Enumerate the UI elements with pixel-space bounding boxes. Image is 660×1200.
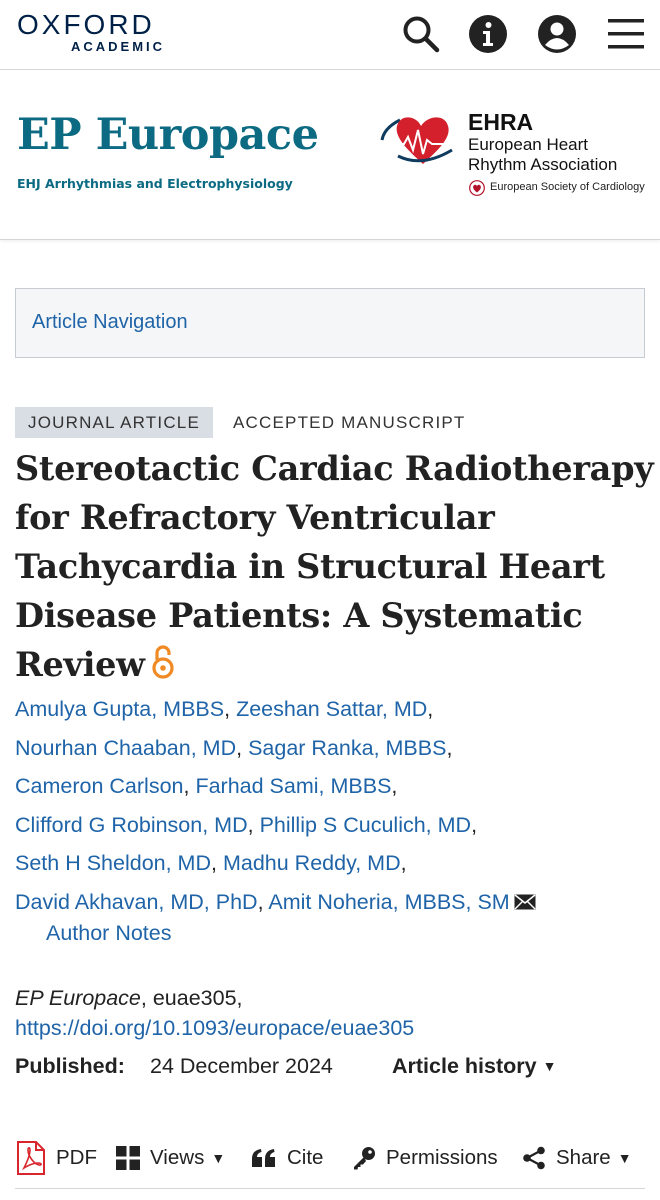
search-icon[interactable] <box>401 14 441 54</box>
ehra-acronym: EHRA <box>468 109 534 135</box>
share-menu-button[interactable] <box>522 1138 632 1178</box>
oxford-wordmark: OXFORD <box>17 9 155 40</box>
author-link[interactable]: Madhu Reddy, MD <box>222 851 401 876</box>
oxford-academic-logo[interactable] <box>17 10 167 54</box>
toolbar-divider <box>15 1188 645 1189</box>
permissions-label: Permissions <box>386 1146 498 1169</box>
author-link[interactable]: Cameron Carlson <box>15 774 184 799</box>
doi-link[interactable]: https://doi.org/10.1093/europace/euae305 <box>15 1016 415 1040</box>
share-icon <box>522 1146 546 1170</box>
author-line <box>15 806 655 845</box>
author-link[interactable]: Phillip S Cuculich, MD <box>259 812 472 837</box>
citation-id: , euae305, <box>140 986 243 1010</box>
author-link[interactable]: David Akhavan, MD, PhD <box>15 889 258 914</box>
pdf-label: PDF <box>56 1146 97 1169</box>
author-separator: , <box>236 735 243 760</box>
site-header <box>0 0 660 70</box>
share-label: Share <box>556 1146 611 1169</box>
journal-subtitle: EHJ Arrhythmias and Electrophysiology <box>17 176 293 191</box>
author-separator: , <box>247 812 254 837</box>
article-type-badge: JOURNAL ARTICLE <box>15 407 213 438</box>
key-icon <box>352 1146 376 1170</box>
mail-icon[interactable] <box>514 894 536 910</box>
author-link[interactable]: Clifford G Robinson, MD <box>15 812 248 837</box>
author-separator: , <box>211 851 217 876</box>
ehra-heart-logo <box>378 110 464 170</box>
article-navigation[interactable] <box>15 288 645 358</box>
open-access-icon <box>151 644 175 680</box>
ehra-full-line2: Rhythm Association <box>468 155 618 174</box>
citation-line <box>15 980 243 1017</box>
pdf-icon <box>16 1140 46 1176</box>
title-line-last <box>15 640 655 689</box>
pdf-button[interactable] <box>16 1138 97 1178</box>
published-label: Published: <box>15 1054 125 1078</box>
author-link[interactable]: Amulya Gupta, MBBS <box>15 697 225 721</box>
author-link[interactable]: Zeeshan Sattar, MD <box>236 697 428 721</box>
author-separator: , <box>446 735 453 760</box>
cite-button[interactable] <box>251 1138 323 1178</box>
author-line <box>15 883 655 922</box>
author-separator: , <box>391 774 398 799</box>
author-link[interactable]: Nourhan Chaaban, MD <box>15 735 237 760</box>
esc-name: European Society of Cardiology <box>490 181 645 193</box>
academic-wordmark: ACADEMIC <box>71 39 166 54</box>
author-link[interactable]: Seth H Sheldon, MD <box>15 851 211 876</box>
title-line: Tachycardia in Structural Heart <box>15 547 605 586</box>
published-date: 24 December 2024 <box>150 1054 333 1078</box>
journal-title[interactable]: EP Europace <box>17 110 319 160</box>
permissions-button[interactable] <box>352 1138 498 1178</box>
article-title <box>15 444 655 689</box>
author-separator: , <box>400 851 407 876</box>
author-separator: , <box>183 774 190 799</box>
title-line: for Refractory Ventricular <box>15 498 495 537</box>
author-notes-link[interactable]: Author Notes <box>46 921 172 945</box>
views-menu-button[interactable] <box>116 1138 225 1178</box>
author-separator: , <box>257 889 264 914</box>
chevron-down-icon: ▼ <box>211 1150 226 1166</box>
title-line-text: Review <box>15 645 145 684</box>
article-history-label: Article history <box>392 1054 537 1078</box>
chevron-down-icon: ▼ <box>542 1058 557 1074</box>
article-navigation-label: Article Navigation <box>32 311 188 333</box>
info-icon[interactable] <box>468 14 508 54</box>
author-line <box>15 690 655 729</box>
cite-label: Cite <box>287 1146 324 1169</box>
chevron-down-icon: ▼ <box>617 1150 632 1166</box>
quote-icon <box>251 1148 277 1168</box>
author-separator: , <box>224 697 231 721</box>
account-icon[interactable] <box>537 14 577 54</box>
grid-icon <box>116 1146 140 1170</box>
author-link[interactable]: Amit Noheria, MBBS, SM <box>268 889 510 914</box>
author-separator: , <box>471 812 478 837</box>
title-line: Disease Patients: A Systematic <box>15 596 583 635</box>
citation-journal: EP Europace <box>15 986 141 1010</box>
author-link[interactable]: Sagar Ranka, MBBS <box>248 735 447 760</box>
manuscript-status: ACCEPTED MANUSCRIPT <box>233 413 466 432</box>
title-line: Stereotactic Cardiac Radiotherapy <box>15 449 654 488</box>
author-line <box>15 729 655 768</box>
article-history-toggle[interactable] <box>392 1054 556 1079</box>
author-line <box>15 844 655 883</box>
author-link[interactable]: Farhad Sami, MBBS <box>195 774 392 799</box>
menu-icon[interactable] <box>606 14 646 54</box>
ehra-full-line1: European Heart <box>468 135 589 154</box>
author-line <box>15 767 655 806</box>
author-list <box>15 690 655 922</box>
views-label: Views <box>150 1146 205 1169</box>
author-separator: , <box>427 697 434 721</box>
esc-heart-icon <box>469 180 485 196</box>
ehra-full-name <box>468 135 617 175</box>
